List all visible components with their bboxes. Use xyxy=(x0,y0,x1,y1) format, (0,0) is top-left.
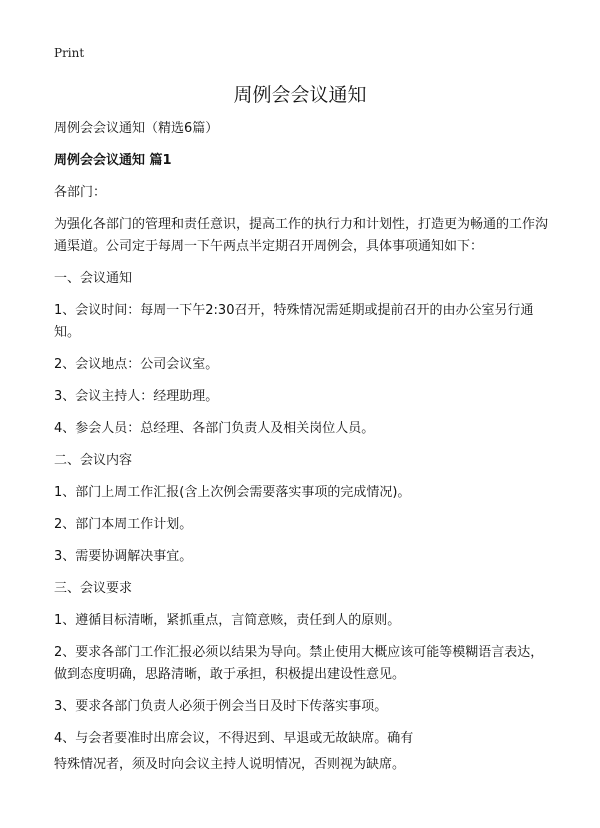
paragraph-requirement-1: 1、遵循目标清晰，紧抓重点，言简意赅，责任到人的原则。 xyxy=(54,613,401,628)
heading-notice: 一、会议通知 xyxy=(54,271,133,286)
heading-content: 二、会议内容 xyxy=(54,453,133,468)
paragraph-time: 1、会议时间：每周一下午2:30召开，特殊情况需延期或提前召开的由办公室另行通知。 xyxy=(54,303,534,340)
print-link[interactable]: Print xyxy=(54,46,85,60)
paragraph-content-2: 2、部门本周工作计划。 xyxy=(54,517,193,532)
heading-requirements: 三、会议要求 xyxy=(54,581,133,596)
paragraph-host: 3、会议主持人：经理助理。 xyxy=(54,389,219,404)
section-heading: 周例会会议通知 篇1 xyxy=(54,153,172,168)
paragraph-requirement-4-continued: 特殊情况者，须及时向会议主持人说明情况，否则视为缺席。 xyxy=(54,757,406,772)
document-subtitle: 周例会会议通知（精选6篇） xyxy=(54,121,219,136)
paragraph-requirement-4: 4、与会者要准时出席会议，不得迟到、早退或无故缺席。确有 xyxy=(54,731,414,746)
paragraph-requirement-3: 3、要求各部门负责人必须于例会当日及时下传落实事项。 xyxy=(54,699,388,714)
paragraph-location: 2、会议地点：公司会议室。 xyxy=(54,357,219,372)
paragraph-intro: 为强化各部门的管理和责任意识，提高工作的执行力和计划性，打造更为畅通的工作沟通渠道。公司定于每周一下午两点半定期召开周例会，具体事项通知如下： xyxy=(54,217,549,254)
paragraph-attendees: 4、参会人员：总经理、各部门负责人及相关岗位人员。 xyxy=(54,421,375,436)
paragraph-recipient: 各部门： xyxy=(54,185,107,200)
paragraph-content-1: 1、部门上周工作汇报(含上次例会需要落实事项的完成情况)。 xyxy=(54,485,411,500)
document-body xyxy=(54,118,550,786)
page-title: 周例会会议通知 xyxy=(233,84,367,106)
paragraph-requirement-2: 2、要求各部门工作汇报必须以结果为导向。禁止使用大概应该可能等模糊语言表达，做到态度明确，思路清晰，敢于承担，积极提出建设性意见。 xyxy=(54,645,544,682)
paragraph-content-3: 3、需要协调解决事宜。 xyxy=(54,549,193,564)
